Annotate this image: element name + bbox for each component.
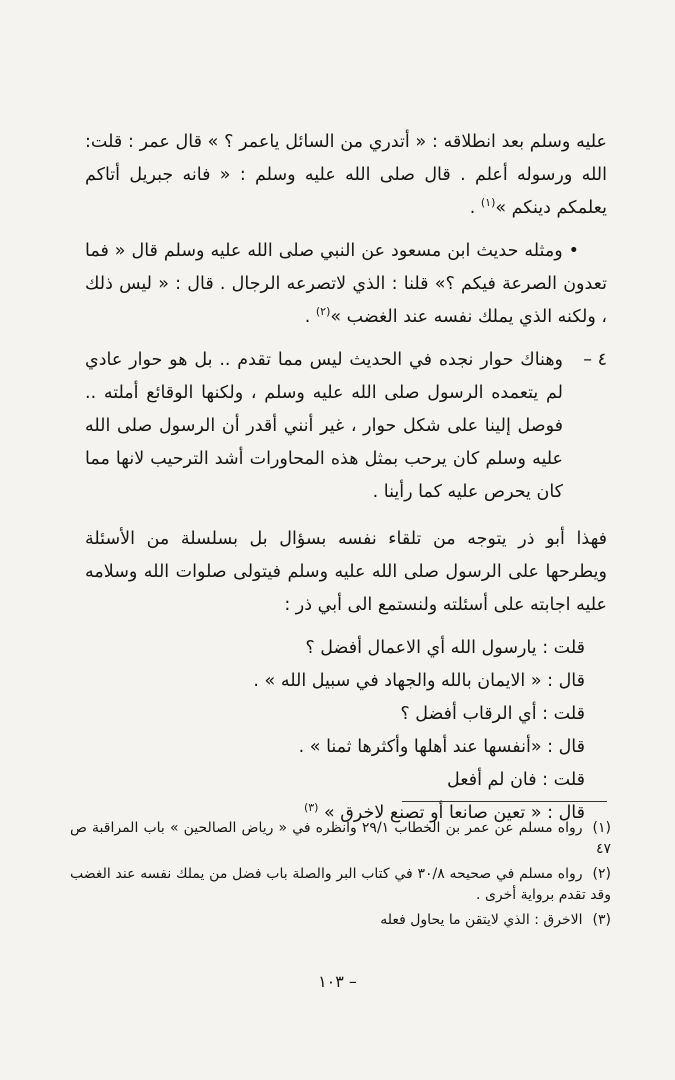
paragraph-1-text: عليه وسلم بعد انطلاقه : « أتدري من السائل ياعمر ؟ » قال عمر : قلت: الله ورسوله أعلم . قال صلى الله عليه وسلم : « فانه جبريل أتاكم يعلمكم دينكم » (85, 132, 607, 218)
footnote-3 (70, 910, 611, 931)
bullet-marker: • (568, 241, 579, 261)
footnote-text: رواه مسلم في صحيحه ٣٠/٨ في كتاب البر والصلة باب فضل من يملك نفسه عند الغضب وقد تقدم برواية أخرى . (70, 866, 611, 903)
footnote-1 (70, 818, 611, 860)
dialogue-line: قلت : أي الرقاب أفضل ؟ (400, 704, 585, 724)
footnote-number: (٢) (592, 866, 611, 882)
paragraph-2-text: ومثله حديث ابن مسعود عن النبي صلى الله عليه وسلم قال « فما تعدون الصرعة فيكم ؟» قلنا : الذي لاتصرعه الرجال . قال : « ليس ذلك ، ولكنه الذي يملك نفسه عند الغضب » (85, 241, 607, 327)
paragraph-2 (85, 235, 607, 334)
footnote-ref-2: (٢) (315, 305, 331, 319)
paragraph-5 (85, 523, 607, 622)
main-text (85, 126, 607, 830)
dialogue-line: قال : «أنفسها عند أهلها وأكثرها ثمنا » . (298, 737, 585, 757)
footnote-text: رواه مسلم عن عمر بن الخطاب ٢٩/١ وانظره في « رياض الصالحين » باب المراقبة ص ٤٧ (70, 820, 611, 857)
page-number: – ١٠٣ (318, 972, 357, 991)
numbered-item-4 (85, 344, 607, 509)
paragraph-1 (85, 126, 607, 225)
footnote-ref-3: (٣) (303, 801, 319, 815)
dialogue-line-text: قال : « تعين صانعا أو تصنع لاخرق » (324, 803, 585, 823)
footnote-2 (70, 864, 611, 906)
paragraph-2-end: . (304, 307, 316, 327)
paragraph-1-end: . (469, 198, 481, 218)
paragraph-5-text: فهذا أبو ذر يتوجه من تلقاء نفسه بسؤال بل بسلسلة من الأسئلة ويطرحها على الرسول صلى الله عليه وسلم فيتولى صلوات الله وسلامه عليه اجابته على أسئلته ولنستمع الى أبي ذر : (85, 529, 607, 615)
footnote-number: (١) (592, 820, 611, 836)
item-number: ٤ – (583, 350, 607, 370)
dialogue-line: قلت : يارسول الله أي الاعمال أفضل ؟ (305, 638, 585, 658)
footnote-text: الاخرق : الذي لايتقن ما يحاول فعله (380, 912, 583, 928)
footnotes (70, 818, 611, 935)
footnote-divider (402, 801, 607, 802)
footnote-ref-1: (١) (480, 196, 496, 210)
dialogue-line: قال : « الايمان بالله والجهاد في سبيل الله » . (253, 671, 585, 691)
item-4-text: وهناك حوار نجده في الحديث ليس مما تقدم .. بل هو حوار عادي لم يتعمده الرسول صلى الله عليه وسلم ، ولكنها الوقائع أملته .. فوصل إلينا على شكل حوار ، غير أنني أقدر أن الرسول صلى الله عليه وسلم كان يرحب بمثل هذه المحاورات أشد الترحيب لانها مما كان يحرص عليه كما رأينا . (85, 350, 563, 502)
dialogue-line: قلت : فان لم أفعل (447, 770, 585, 790)
footnote-number: (٣) (592, 912, 611, 928)
